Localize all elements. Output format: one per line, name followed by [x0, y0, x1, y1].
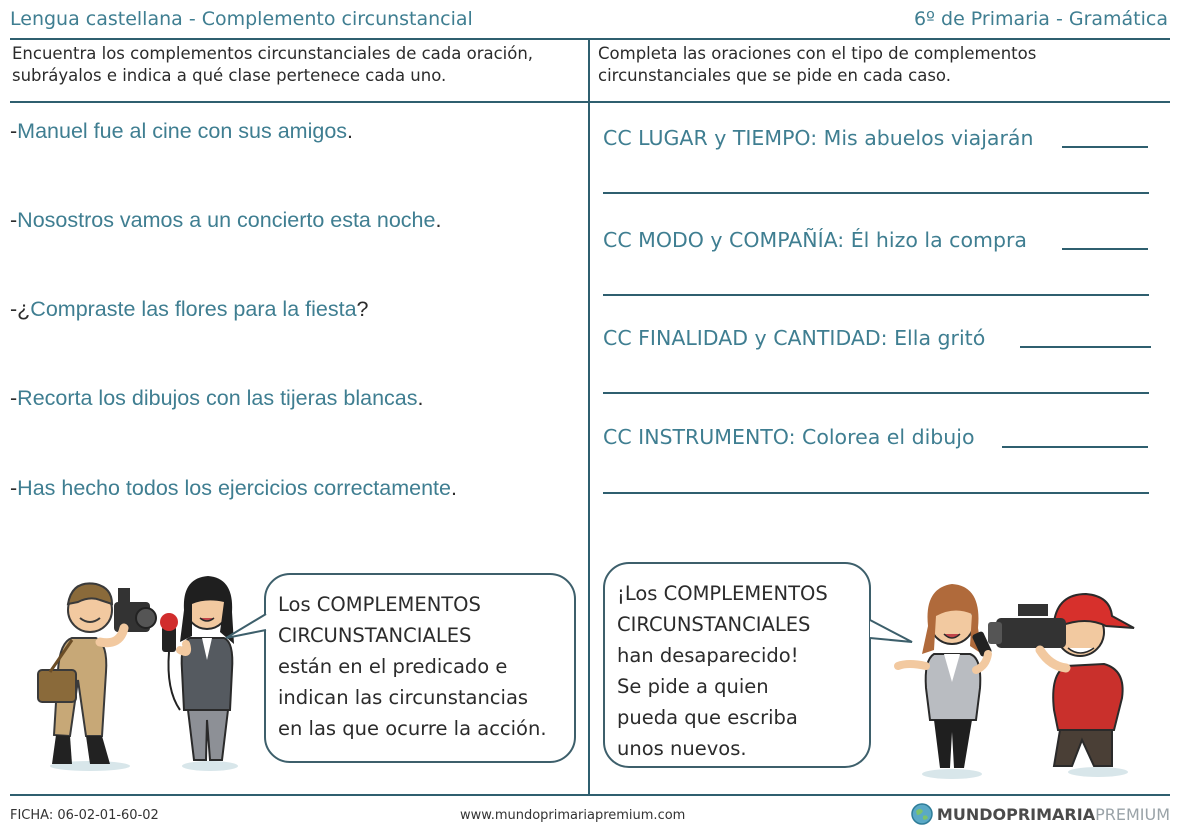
sentence-5: -Has hecho todos los ejercicios correctamente. — [10, 476, 457, 500]
bubble-line: están en el predicado e — [278, 655, 508, 678]
prompt-lugar-tiempo: CC LUGAR y TIEMPO: Mis abuelos viajarán — [603, 126, 1034, 150]
grade-subject-label: 6º de Primaria - Gramática — [913, 8, 1168, 30]
bubble-line: CIRCUNSTANCIALES — [278, 624, 472, 647]
footer-rule — [10, 794, 1170, 796]
bubble-line: Los COMPLEMENTOS — [278, 593, 481, 616]
brand-light: PREMIUM — [1095, 804, 1170, 824]
reporters-illustration — [20, 560, 270, 775]
bubble-line: han desaparecido! — [617, 644, 799, 667]
answer-line-3b[interactable] — [603, 392, 1149, 394]
bubble-line: unos nuevos. — [617, 737, 747, 760]
prompt-finalidad-cantidad: CC FINALIDAD y CANTIDAD: Ella gritó — [603, 326, 986, 350]
instructions-rule — [10, 101, 1170, 103]
brand-logo — [911, 803, 1170, 825]
sentence-2: -Nosostros vamos a un concierto esta noche. — [10, 208, 442, 232]
globe-icon — [911, 803, 933, 825]
right-instructions: Completa las oraciones con el tipo de complementos circunstanciales que se pide en cada caso. — [598, 44, 1037, 85]
bubble-line: Se pide a quien — [617, 675, 769, 698]
tv-crew-illustration — [890, 570, 1145, 780]
answer-line-1a[interactable] — [1062, 146, 1148, 148]
prompt-instrumento: CC INSTRUMENTO: Colorea el dibujo — [603, 425, 975, 449]
ficha-code: FICHA: 06-02-01-60-02 — [10, 808, 159, 823]
column-divider — [588, 38, 590, 794]
sentence-4: -Recorta los dibujos con las tijeras blancas. — [10, 386, 424, 410]
website-link[interactable]: www.mundoprimariapremium.com — [460, 808, 686, 823]
brand-bold: MUNDOPRIMARIA — [936, 804, 1096, 824]
prompt-modo-compania: CC MODO y COMPAÑÍA: Él hizo la compra — [603, 228, 1027, 252]
answer-line-4a[interactable] — [1002, 446, 1148, 448]
left-speech-bubble — [264, 573, 576, 763]
bubble-line: indican las circunstancias — [278, 686, 529, 709]
right-speech-bubble — [603, 562, 871, 768]
answer-line-3a[interactable] — [1020, 346, 1151, 348]
answer-line-2b[interactable] — [603, 294, 1149, 296]
bubble-line: ¡Los COMPLEMENTOS — [617, 582, 828, 605]
left-bubble-tail — [224, 612, 268, 642]
answer-line-1b[interactable] — [603, 192, 1149, 194]
sentence-3: -¿Compraste las flores para la fiesta? — [10, 297, 369, 321]
left-instructions: Encuentra los complementos circunstanciales de cada oración, subráyalos e indica a qué clase pertenece cada uno. — [12, 44, 534, 85]
worksheet-title: Lengua castellana - Complemento circunstancial — [10, 8, 473, 30]
bubble-line: pueda que escriba — [617, 706, 798, 729]
bubble-line: en las que ocurre la acción. — [278, 717, 547, 740]
sentence-1: -Manuel fue al cine con sus amigos. — [10, 119, 354, 143]
bubble-line: CIRCUNSTANCIALES — [617, 613, 811, 636]
answer-line-4b[interactable] — [603, 492, 1149, 494]
answer-line-2a[interactable] — [1062, 248, 1148, 250]
header-rule — [10, 38, 1170, 40]
